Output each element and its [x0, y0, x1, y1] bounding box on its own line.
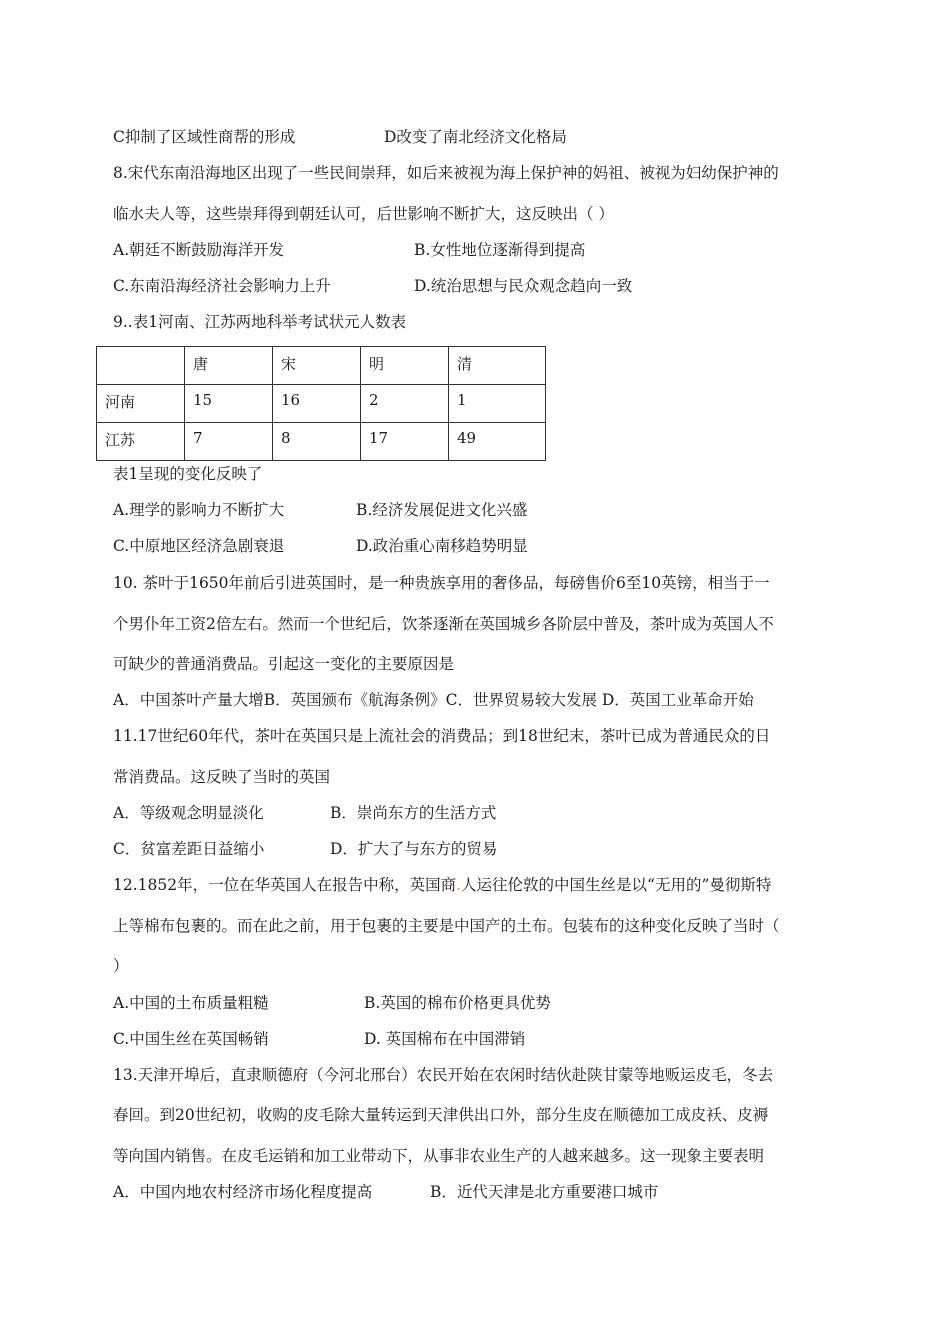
q10-stem-line2: 个男仆年工资2倍左右。然而一个世纪后，饮茶逐渐在英国城乡各阶层中普及，茶叶成为英国人不	[113, 615, 774, 633]
table-row	[97, 385, 546, 423]
q11-option-d: D．扩大了与东方的贸易	[330, 840, 498, 858]
table-row	[97, 423, 546, 461]
q13-stem-line3: 等向国内销售。在皮毛运销和加工业带动下，从事非农业生产的人越来越多。这一现象主要表明	[113, 1147, 765, 1165]
q12-option-c: C.中国生丝在英国畅销	[113, 1030, 269, 1048]
q12-line1-part1: 12.1852年，一位在华英国人在报告中称，英国商	[113, 876, 457, 894]
q13-option-b: B．近代天津是北方重要港口城市	[430, 1183, 659, 1201]
q13-stem-line2: 春回。到20世纪初，收购的皮毛除大量转运到天津供出口外，部分生皮在顺德加工成皮袄、皮褥	[113, 1106, 769, 1124]
q11-stem-line1: 11.17世纪60年代，茶叶在英国只是上流社会的消费品；到18世纪末，茶叶已成为普通民众的日	[113, 727, 771, 745]
table-cell: 河南	[97, 385, 185, 423]
q10-stem-line3: 可缺少的普通消费品。引起这一变化的主要原因是	[113, 655, 455, 673]
q8-option-c: C.东南沿海经济社会影响力上升	[113, 277, 331, 295]
table-cell: 1	[449, 385, 546, 423]
q9-title: 9..表1河南、江苏两地科举考试状元人数表	[113, 313, 407, 331]
table-cell: 清	[449, 347, 546, 385]
q13-stem-line1: 13.天津开埠后，直隶顺德府（今河北邢台）农民开始在农闲时结伙赴陕甘蒙等地贩运皮毛，冬去	[113, 1066, 774, 1084]
q11-stem-line2: 常消费品。这反映了当时的英国	[113, 768, 331, 786]
q12-marker-dot: .	[456, 876, 462, 894]
table-cell: 17	[361, 423, 449, 461]
q12-option-a: A.中国的土布质量粗糙	[113, 994, 269, 1012]
q12-option-b: B.英国的棉布价格更具优势	[364, 994, 551, 1012]
table-cell: 16	[273, 385, 361, 423]
table-cell: 15	[185, 385, 273, 423]
q8-option-a: A.朝廷不断鼓励海洋开发	[113, 241, 285, 259]
table-cell: 宋	[273, 347, 361, 385]
q9-table	[96, 346, 546, 461]
q9-stem: 表1呈现的变化反映了	[113, 465, 263, 483]
q8-option-d: D.统治思想与民众观念趋向一致	[414, 277, 633, 295]
q9-option-b: B.经济发展促进文化兴盛	[356, 501, 528, 519]
table-cell	[97, 347, 185, 385]
table-cell: 2	[361, 385, 449, 423]
table-cell: 唐	[185, 347, 273, 385]
q8-stem-line2: 临水夫人等，这些崇拜得到朝廷认可，后世影响不断扩大，这反映出（ ）	[113, 205, 614, 223]
q9-option-c: C.中原地区经济急剧衰退	[113, 537, 285, 555]
q9-option-d: D.政治重心南移趋势明显	[356, 537, 528, 555]
q8-stem-line1: 8.宋代东南沿海地区出现了一些民间崇拜，如后来被视为海上保护神的妈祖、被视为妇幼保护神的	[113, 164, 779, 182]
q8-option-b: B.女性地位逐渐得到提高	[414, 241, 586, 259]
table-cell: 8	[273, 423, 361, 461]
q11-option-a: A．等级观念明显淡化	[113, 804, 264, 822]
q11-option-b: B．崇尚东方的生活方式	[330, 804, 497, 822]
table-header-row	[97, 347, 546, 385]
q7-option-d: D改变了南北经济文化格局	[384, 128, 567, 146]
q13-option-a: A．中国内地农村经济市场化程度提高	[113, 1183, 373, 1201]
q9-option-a: A.理学的影响力不断扩大	[113, 501, 285, 519]
q12-stem-line3: ）	[113, 957, 129, 975]
q11-option-c: C．贫富差距日益缩小	[113, 840, 265, 858]
q12-option-d: D. 英国棉布在中国滞销	[364, 1030, 526, 1048]
q12-stem-line1	[113, 875, 771, 895]
q10-options: A．中国茶叶产量大增B．英国颁布《航海条例》C．世界贸易较大发展 D．英国工业革命开始	[113, 691, 754, 709]
table-cell: 江苏	[97, 423, 185, 461]
table-cell: 7	[185, 423, 273, 461]
q10-stem-line1: 10. 茶叶于1650年前后引进英国时，是一种贵族享用的奢侈品，每磅售价6至10英镑，相当于一	[113, 574, 770, 592]
table-cell: 明	[361, 347, 449, 385]
q12-stem-line2: 上等棉布包裹的。而在此之前，用于包裹的主要是中国产的土布。包装布的这种变化反映了当时（	[113, 917, 780, 935]
table-cell: 49	[449, 423, 546, 461]
q7-option-c: C抑制了区域性商帮的形成	[113, 128, 296, 146]
q12-line1-part2: 人运往伦敦的中国生丝是以“无用的”曼彻斯特	[461, 876, 772, 894]
